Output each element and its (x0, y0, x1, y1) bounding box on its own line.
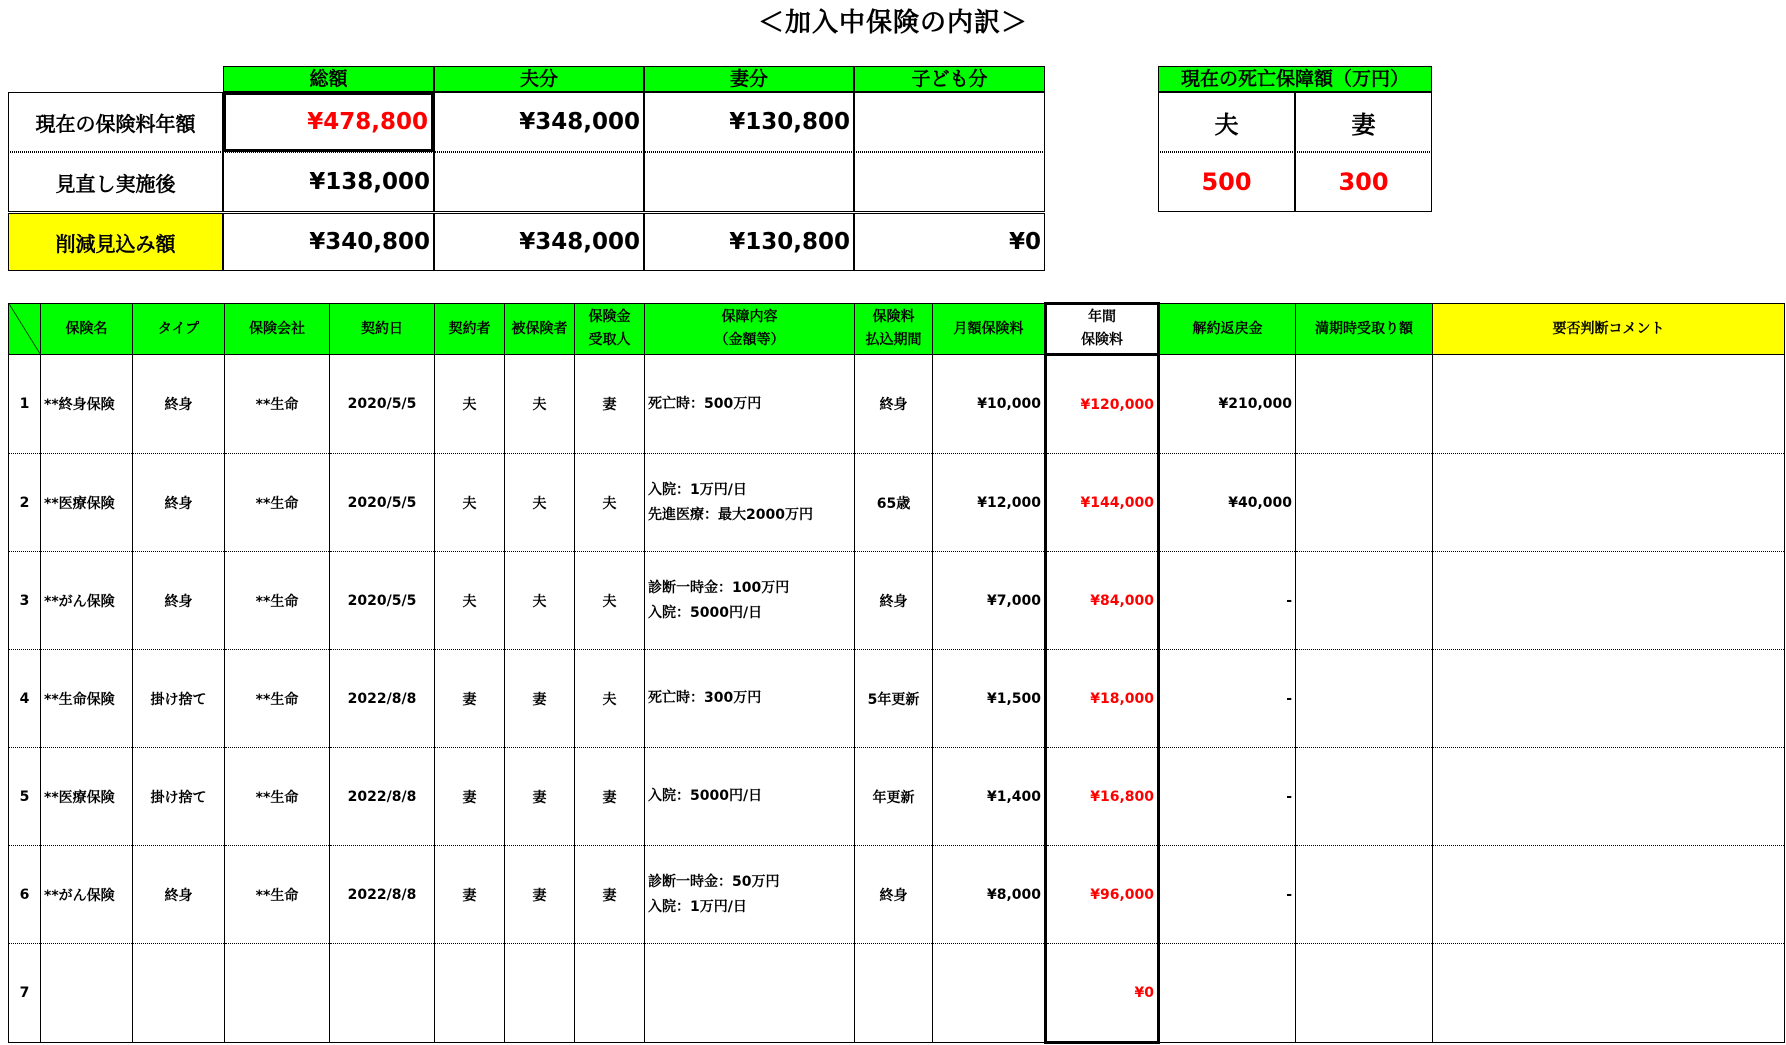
surrender-value[interactable]: - (1159, 748, 1296, 846)
policy-type[interactable]: 終身 (133, 846, 225, 944)
table-row (9, 944, 1785, 1043)
policyholder[interactable]: 夫 (435, 355, 505, 454)
policy-name[interactable]: **終身保険 (41, 355, 133, 454)
coverage-line: 死亡時：500万円 (648, 395, 762, 412)
maturity-amount[interactable] (1296, 355, 1433, 454)
death-coverage-wife-value[interactable]: 300 (1295, 152, 1432, 212)
coverage-details[interactable] (645, 944, 855, 1043)
table-row (9, 748, 1785, 846)
pay-period[interactable]: 65歳 (855, 454, 933, 552)
header-type: タイプ (133, 304, 225, 355)
maturity-amount[interactable] (1296, 650, 1433, 748)
coverage-line: 入院：5000円/日 (648, 788, 763, 804)
summary-after-husband[interactable] (434, 152, 644, 212)
annual-premium[interactable]: ¥84,000 (1046, 552, 1159, 650)
summary-after-child[interactable] (854, 152, 1045, 212)
policy-name[interactable] (41, 944, 133, 1043)
pay-period[interactable] (855, 944, 933, 1043)
header-monthly: 月額保険料 (933, 304, 1046, 355)
death-coverage-wife-label: 妻 (1295, 92, 1432, 152)
policy-type[interactable]: 終身 (133, 454, 225, 552)
surrender-value[interactable]: ¥40,000 (1159, 454, 1296, 552)
policyholder[interactable]: 妻 (435, 846, 505, 944)
maturity-amount[interactable] (1296, 552, 1433, 650)
insured-person[interactable]: 夫 (505, 454, 575, 552)
policy-name[interactable]: **生命保険 (41, 650, 133, 748)
surrender-value[interactable]: - (1159, 650, 1296, 748)
annual-premium[interactable]: ¥0 (1046, 944, 1159, 1043)
monthly-premium[interactable]: ¥1,500 (933, 650, 1046, 748)
summary-label-savings: 削減見込み額 (8, 213, 223, 271)
header-surrender: 解約返戻金 (1159, 304, 1296, 355)
summary-current-child[interactable] (854, 92, 1045, 152)
row-number[interactable]: 2 (9, 454, 41, 552)
insurer[interactable]: **生命 (225, 650, 330, 748)
beneficiary[interactable] (575, 944, 645, 1043)
surrender-value[interactable]: - (1159, 846, 1296, 944)
pay-period[interactable]: 年更新 (855, 748, 933, 846)
detail-header-row (9, 304, 1785, 355)
decision-comment[interactable] (1433, 355, 1785, 454)
summary-after-total[interactable]: ¥138,000 (223, 152, 434, 212)
surrender-value[interactable]: ¥210,000 (1159, 355, 1296, 454)
coverage-details[interactable] (645, 748, 855, 846)
coverage-line: 死亡時：300万円 (648, 690, 762, 706)
surrender-value[interactable] (1159, 944, 1296, 1043)
contract-date[interactable]: 2022/8/8 (330, 748, 435, 846)
annual-premium[interactable]: ¥96,000 (1046, 846, 1159, 944)
beneficiary[interactable]: 妻 (575, 748, 645, 846)
header-annual (1046, 304, 1159, 355)
policyholder[interactable]: 妻 (435, 748, 505, 846)
summary-label-after-review: 見直し実施後 (8, 152, 223, 212)
coverage-line: 先進医療：最大2000万円 (648, 506, 813, 523)
policy-type[interactable]: 終身 (133, 552, 225, 650)
header-beneficiary (575, 304, 645, 355)
monthly-premium[interactable]: ¥7,000 (933, 552, 1046, 650)
monthly-premium[interactable]: ¥10,000 (933, 355, 1046, 454)
insurer[interactable]: **生命 (225, 454, 330, 552)
maturity-amount[interactable] (1296, 748, 1433, 846)
contract-date[interactable]: 2022/8/8 (330, 846, 435, 944)
decision-comment[interactable] (1433, 454, 1785, 552)
contract-date[interactable]: 2020/5/5 (330, 552, 435, 650)
summary-savings-total[interactable]: ¥340,800 (223, 213, 434, 271)
pay-period[interactable]: 終身 (855, 846, 933, 944)
surrender-value[interactable]: - (1159, 552, 1296, 650)
contract-date[interactable] (330, 944, 435, 1043)
decision-comment[interactable] (1433, 748, 1785, 846)
policy-type[interactable] (133, 944, 225, 1043)
coverage-details[interactable] (645, 552, 855, 650)
monthly-premium[interactable]: ¥1,400 (933, 748, 1046, 846)
death-coverage-title: 現在の死亡保障額（万円） (1158, 66, 1432, 92)
policy-name[interactable]: **医療保険 (41, 454, 133, 552)
pay-period[interactable]: 5年更新 (855, 650, 933, 748)
beneficiary[interactable]: 夫 (575, 650, 645, 748)
coverage-details[interactable] (645, 454, 855, 552)
maturity-amount[interactable] (1296, 454, 1433, 552)
death-coverage-husband-value[interactable]: 500 (1158, 152, 1295, 212)
summary-header-wife: 妻分 (644, 66, 854, 92)
header-pay-period (855, 304, 933, 355)
row-number[interactable]: 6 (9, 846, 41, 944)
coverage-line: 入院：5000円/日 (648, 604, 763, 621)
monthly-premium[interactable] (933, 944, 1046, 1043)
contract-date[interactable]: 2022/8/8 (330, 650, 435, 748)
header-pay-period-line2: 払込期間 (865, 332, 922, 348)
policyholder[interactable]: 夫 (435, 454, 505, 552)
policy-type[interactable]: 掛け捨て (133, 650, 225, 748)
insurer[interactable]: **生命 (225, 748, 330, 846)
coverage-line: 入院：1万円/日 (648, 481, 747, 498)
table-row (9, 552, 1785, 650)
pay-period[interactable]: 終身 (855, 355, 933, 454)
insured-person[interactable]: 妻 (505, 650, 575, 748)
policy-type[interactable]: 終身 (133, 355, 225, 454)
coverage-line: 診断一時金：50万円 (648, 873, 780, 890)
pay-period[interactable]: 終身 (855, 552, 933, 650)
beneficiary[interactable]: 夫 (575, 454, 645, 552)
header-annual-line1: 年間 (1088, 309, 1116, 325)
insurer[interactable] (225, 944, 330, 1043)
summary-header-child: 子ども分 (854, 66, 1045, 92)
death-coverage-husband-label: 夫 (1158, 92, 1295, 152)
summary-savings-child[interactable]: ¥0 (854, 213, 1045, 271)
insured-person[interactable]: 夫 (505, 355, 575, 454)
policyholder[interactable]: 夫 (435, 552, 505, 650)
page-title: ＜加入中保険の内訳＞ (757, 8, 1028, 38)
maturity-amount[interactable] (1296, 944, 1433, 1043)
beneficiary[interactable]: 妻 (575, 355, 645, 454)
policy-name[interactable]: **医療保険 (41, 748, 133, 846)
insured-person[interactable]: 妻 (505, 748, 575, 846)
header-name: 保険名 (41, 304, 133, 355)
coverage-details[interactable] (645, 355, 855, 454)
beneficiary[interactable]: 妻 (575, 846, 645, 944)
summary-current-husband[interactable]: ¥348,000 (434, 92, 644, 152)
decision-comment[interactable] (1433, 944, 1785, 1043)
row-number[interactable]: 5 (9, 748, 41, 846)
header-coverage-line2: （金額等） (714, 332, 785, 348)
monthly-premium[interactable]: ¥12,000 (933, 454, 1046, 552)
header-coverage (645, 304, 855, 355)
table-row (9, 454, 1785, 552)
summary-savings-husband[interactable]: ¥348,000 (434, 213, 644, 271)
header-insured: 被保険者 (505, 304, 575, 355)
insurer[interactable]: **生命 (225, 355, 330, 454)
coverage-line: 入院：1万円/日 (648, 898, 747, 915)
summary-label-current: 現在の保険料年額 (8, 92, 223, 152)
monthly-premium[interactable]: ¥8,000 (933, 846, 1046, 944)
contract-date[interactable]: 2020/5/5 (330, 454, 435, 552)
header-corner (9, 304, 41, 355)
maturity-amount[interactable] (1296, 846, 1433, 944)
header-policyholder: 契約者 (435, 304, 505, 355)
insurer[interactable]: **生命 (225, 552, 330, 650)
header-contract-date: 契約日 (330, 304, 435, 355)
row-number[interactable]: 3 (9, 552, 41, 650)
annual-premium[interactable]: ¥18,000 (1046, 650, 1159, 748)
header-annual-line2: 保険料 (1081, 332, 1123, 348)
coverage-details[interactable] (645, 846, 855, 944)
header-maturity: 満期時受取り額 (1296, 304, 1433, 355)
beneficiary[interactable]: 夫 (575, 552, 645, 650)
table-row (9, 846, 1785, 944)
summary-after-wife[interactable] (644, 152, 854, 212)
row-number[interactable]: 1 (9, 355, 41, 454)
table-row (9, 650, 1785, 748)
header-pay-period-line1: 保険料 (872, 309, 915, 325)
decision-comment[interactable] (1433, 846, 1785, 944)
insurance-detail-table (8, 302, 1785, 1044)
summary-header-total: 総額 (223, 66, 434, 92)
policyholder[interactable] (435, 944, 505, 1043)
insured-person[interactable]: 妻 (505, 846, 575, 944)
policy-name[interactable]: **がん保険 (41, 846, 133, 944)
header-beneficiary-line2: 受取人 (588, 332, 631, 348)
coverage-details[interactable] (645, 650, 855, 748)
insurer[interactable]: **生命 (225, 846, 330, 944)
table-row (9, 355, 1785, 454)
policyholder[interactable]: 妻 (435, 650, 505, 748)
contract-date[interactable]: 2020/5/5 (330, 355, 435, 454)
insured-person[interactable]: 夫 (505, 552, 575, 650)
annual-premium[interactable]: ¥120,000 (1046, 355, 1159, 454)
header-beneficiary-line1: 保険金 (588, 309, 631, 325)
row-number[interactable]: 4 (9, 650, 41, 748)
summary-savings-wife[interactable]: ¥130,800 (644, 213, 854, 271)
header-company: 保険会社 (225, 304, 330, 355)
row-number[interactable]: 7 (9, 944, 41, 1043)
decision-comment[interactable] (1433, 552, 1785, 650)
annual-premium[interactable]: ¥16,800 (1046, 748, 1159, 846)
insured-person[interactable] (505, 944, 575, 1043)
policy-name[interactable]: **がん保険 (41, 552, 133, 650)
header-comment: 要否判断コメント (1433, 304, 1785, 355)
summary-header-husband: 夫分 (434, 66, 644, 92)
annual-premium[interactable]: ¥144,000 (1046, 454, 1159, 552)
decision-comment[interactable] (1433, 650, 1785, 748)
coverage-line: 診断一時金：100万円 (648, 579, 790, 596)
policy-type[interactable]: 掛け捨て (133, 748, 225, 846)
summary-current-total[interactable]: ¥478,800 (223, 92, 434, 152)
header-coverage-line1: 保障内容 (721, 309, 778, 325)
summary-current-wife[interactable]: ¥130,800 (644, 92, 854, 152)
